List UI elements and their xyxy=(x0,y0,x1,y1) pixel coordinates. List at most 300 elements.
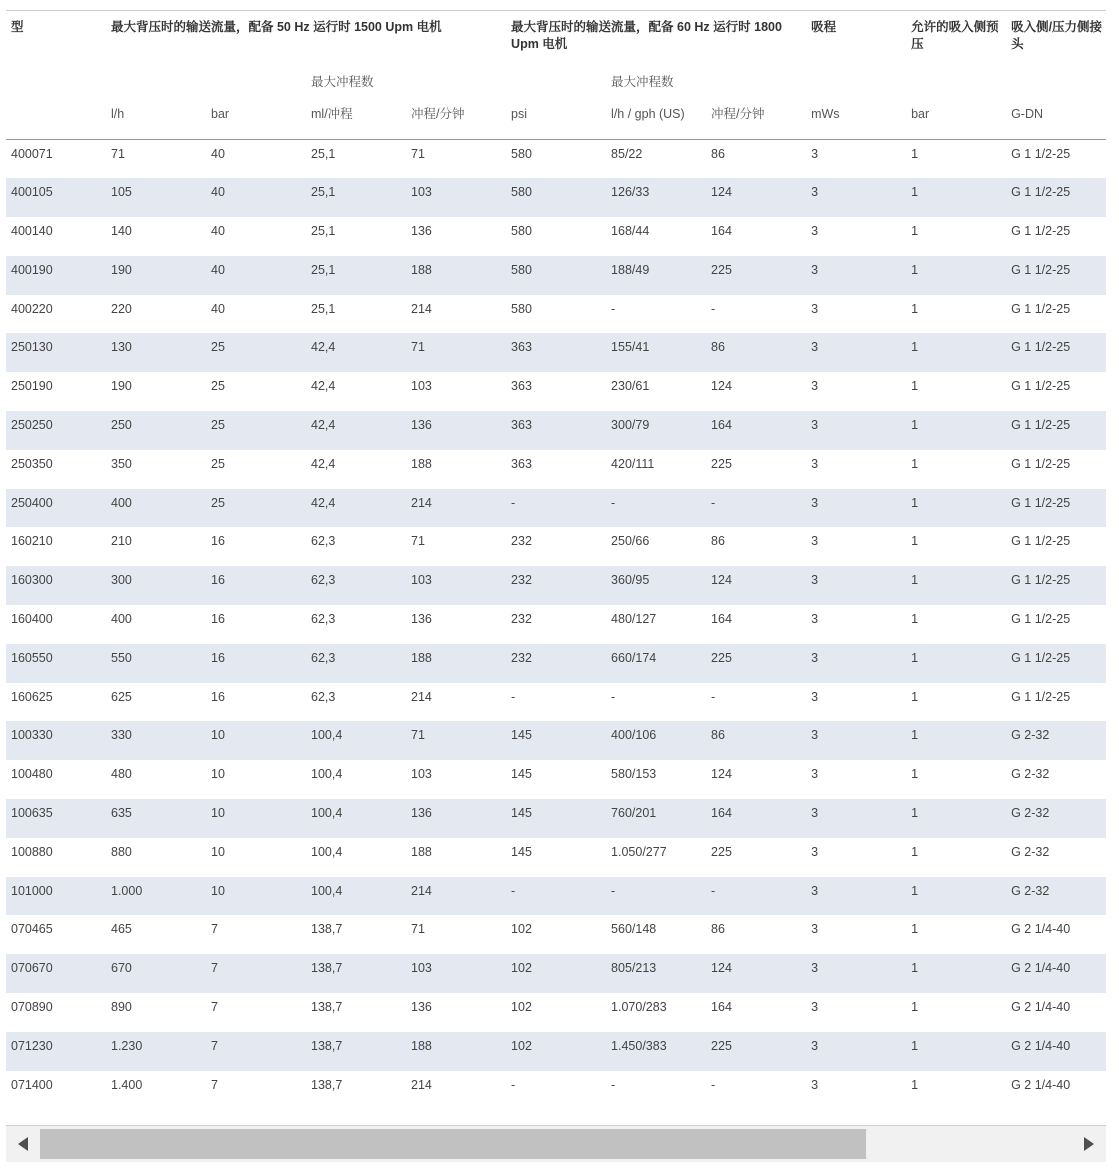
table-cell: 1 xyxy=(911,612,919,627)
table-cell: G 1 1/2-25 xyxy=(1011,301,1071,316)
table-row xyxy=(6,333,1106,372)
header-suction-lift: 吸程 xyxy=(811,20,837,34)
table-row xyxy=(6,760,1106,799)
header-60hz-group: 最大背压时的输送流量，配备 60 Hz 运行时 1800 Upm 电机 xyxy=(511,20,782,51)
table-cell: 86 xyxy=(706,721,806,760)
table-cell: 225 xyxy=(706,1032,806,1071)
table-cell: 300 xyxy=(106,566,206,605)
table-cell: 101000 xyxy=(6,877,106,916)
table-cell: 1.050/277 xyxy=(611,844,667,859)
unit-cell: l/h xyxy=(111,107,125,121)
table-cell: 225 xyxy=(711,844,732,859)
table-cell: 138,7 xyxy=(311,922,343,937)
table-cell: 580 xyxy=(506,178,606,217)
table-cell: 25,1 xyxy=(306,256,406,295)
table-cell: 3 xyxy=(806,489,906,528)
table-cell: 140 xyxy=(111,224,132,239)
table-cell: 160210 xyxy=(11,534,53,549)
table-cell: 16 xyxy=(206,644,306,683)
table-row xyxy=(6,605,1106,644)
table-cell: G 2 1/4-40 xyxy=(1011,922,1071,937)
header-row2-cell xyxy=(806,74,906,106)
table-cell: 580 xyxy=(506,256,606,295)
table-cell: 3 xyxy=(806,954,906,993)
table-cell: 3 xyxy=(806,644,906,683)
table-cell: 164 xyxy=(706,799,806,838)
table-cell: G 1 1/2-25 xyxy=(1006,566,1106,605)
table-cell: 7 xyxy=(211,1077,218,1092)
unit-cell: ml/冲程 xyxy=(311,107,353,121)
table-cell: 188 xyxy=(411,456,432,471)
table-row xyxy=(6,372,1106,411)
table-cell: 214 xyxy=(411,301,432,316)
table-cell: 100,4 xyxy=(306,799,406,838)
header-type: 型 xyxy=(11,20,24,34)
table-cell: 3 xyxy=(806,411,906,450)
table-cell: 10 xyxy=(206,721,306,760)
table-row xyxy=(6,915,1106,954)
table-cell: 232 xyxy=(511,534,532,549)
table-cell: 1 xyxy=(906,333,1006,372)
table-cell: 86 xyxy=(711,922,725,937)
table-cell: 103 xyxy=(406,954,506,993)
table-cell: 85/22 xyxy=(611,147,643,161)
table-cell: 100,4 xyxy=(306,877,406,916)
table-cell: 16 xyxy=(211,612,225,627)
table-cell: - xyxy=(606,489,706,528)
table-cell: 480 xyxy=(111,767,132,782)
table-cell: 102 xyxy=(511,1000,532,1015)
table-cell: 124 xyxy=(711,379,732,394)
table-cell: 3 xyxy=(806,1032,906,1071)
table-cell: 25 xyxy=(206,489,306,528)
table-cell: 214 xyxy=(411,1077,432,1092)
header-row-2 xyxy=(6,74,1106,106)
table-cell: 71 xyxy=(411,922,425,937)
table-cell: 145 xyxy=(511,767,532,782)
table-cell: 1 xyxy=(911,147,919,161)
table-row xyxy=(6,1071,1106,1110)
table-cell: 225 xyxy=(706,644,806,683)
table-cell: 250400 xyxy=(6,489,106,528)
table-cell: 62,3 xyxy=(311,612,336,627)
table-cell: 400 xyxy=(106,489,206,528)
table-row xyxy=(6,256,1106,295)
table-cell: 190 xyxy=(111,379,132,394)
table-cell: 103 xyxy=(406,178,506,217)
table-cell: 62,3 xyxy=(311,689,336,704)
table-cell: 3 xyxy=(806,566,906,605)
header-row2-cell xyxy=(106,74,206,106)
table-cell: 138,7 xyxy=(311,1000,343,1015)
table-cell: 1 xyxy=(911,1000,919,1015)
table-cell: 40 xyxy=(206,256,306,295)
table-cell: G 1 1/2-25 xyxy=(1006,489,1106,528)
unit-cell xyxy=(6,106,106,140)
table-cell: 25,1 xyxy=(311,147,336,161)
table-cell: 3 xyxy=(811,1077,819,1092)
scrollbar-thumb[interactable] xyxy=(40,1129,866,1159)
table-cell: G 2 1/4-40 xyxy=(1006,954,1106,993)
table-cell: 300/79 xyxy=(606,411,706,450)
table-cell: 42,4 xyxy=(306,333,406,372)
table-row xyxy=(6,1032,1106,1071)
table-cell: 3 xyxy=(811,456,819,471)
table-cell: 71 xyxy=(411,534,425,549)
table-cell: G 2 1/4-40 xyxy=(1006,1032,1106,1071)
table-cell: 1 xyxy=(911,922,919,937)
triangle-right-icon xyxy=(1083,1137,1095,1151)
table-cell: G 1 1/2-25 xyxy=(1011,689,1071,704)
table-cell: 86 xyxy=(711,147,725,161)
table-cell: 400071 xyxy=(11,147,53,161)
table-cell: 136 xyxy=(406,799,506,838)
table-cell: G 1 1/2-25 xyxy=(1011,224,1071,239)
table-cell: 62,3 xyxy=(306,566,406,605)
table-cell: 400190 xyxy=(6,256,106,295)
table-cell: 100,4 xyxy=(311,844,343,859)
table-cell: 71 xyxy=(111,147,125,161)
table-cell: - xyxy=(706,877,806,916)
table-cell: 160550 xyxy=(6,644,106,683)
header-row2-cell xyxy=(406,74,506,106)
table-row xyxy=(6,527,1106,566)
table-cell: 3 xyxy=(806,256,906,295)
table-cell: - xyxy=(711,689,716,704)
scroll-right-button[interactable] xyxy=(1072,1126,1106,1162)
table-cell: G 1 1/2-25 xyxy=(1006,411,1106,450)
table-cell: 102 xyxy=(506,954,606,993)
table-cell: 160300 xyxy=(6,566,106,605)
table-cell: 100330 xyxy=(6,721,106,760)
table-cell: 188/49 xyxy=(606,256,706,295)
table-cell: G 1 1/2-25 xyxy=(1011,534,1071,549)
table-row xyxy=(6,178,1106,217)
table-cell: 155/41 xyxy=(606,333,706,372)
table-row xyxy=(6,644,1106,683)
header-row-units xyxy=(6,106,1106,140)
table-cell: G 2-32 xyxy=(1006,799,1106,838)
table-cell: 1 xyxy=(906,799,1006,838)
table-cell: 890 xyxy=(111,1000,132,1015)
table-cell: 225 xyxy=(711,456,732,471)
table-cell: 100880 xyxy=(11,844,53,859)
table-cell: 880 xyxy=(111,844,132,859)
table-cell: 1 xyxy=(906,256,1006,295)
table-cell: 070670 xyxy=(6,954,106,993)
table-cell: 102 xyxy=(511,922,532,937)
table-cell: 86 xyxy=(706,333,806,372)
table-cell: 3 xyxy=(811,922,819,937)
table-cell: 25 xyxy=(206,411,306,450)
table-cell: 3 xyxy=(811,379,819,394)
table-cell: 100,4 xyxy=(311,767,343,782)
table-cell: 103 xyxy=(406,566,506,605)
table-cell: 480/127 xyxy=(611,612,657,627)
table-row xyxy=(6,217,1106,256)
table-cell: 25,1 xyxy=(306,178,406,217)
table-cell: 400140 xyxy=(11,224,53,239)
header-row-1 xyxy=(6,11,1106,74)
table-cell: 188 xyxy=(406,1032,506,1071)
table-cell: 7 xyxy=(206,954,306,993)
table-body xyxy=(6,140,1106,1110)
table-cell: 62,3 xyxy=(306,644,406,683)
table-cell: 1.450/383 xyxy=(606,1032,706,1071)
table-cell: 25,1 xyxy=(311,224,336,239)
scroll-left-button[interactable] xyxy=(6,1126,40,1162)
table-cell: 190 xyxy=(106,256,206,295)
table-cell: 71 xyxy=(406,721,506,760)
table-cell: 560/148 xyxy=(611,922,657,937)
triangle-left-icon xyxy=(17,1137,29,1151)
table-cell: 42,4 xyxy=(306,489,406,528)
table-cell: G 1 1/2-25 xyxy=(1006,256,1106,295)
table-cell: 40 xyxy=(211,224,225,239)
table-cell: 625 xyxy=(111,689,132,704)
table-row xyxy=(6,295,1106,334)
table-cell: 124 xyxy=(706,954,806,993)
table-cell: 86 xyxy=(711,534,725,549)
table-cell: 188 xyxy=(406,256,506,295)
table-cell: 232 xyxy=(506,644,606,683)
unit-cell: mWs xyxy=(811,107,840,121)
table-cell: G 1 1/2-25 xyxy=(1006,333,1106,372)
table-cell: 102 xyxy=(506,1032,606,1071)
table-cell: 1.400 xyxy=(111,1077,143,1092)
table-row xyxy=(6,140,1106,179)
table-cell: 16 xyxy=(211,534,225,549)
table-cell: G 1 1/2-25 xyxy=(1011,147,1071,161)
table-cell: 3 xyxy=(811,147,819,161)
table-cell: G 1 1/2-25 xyxy=(1011,456,1071,471)
header-row2-cell: 最大冲程数 xyxy=(611,75,674,89)
table-cell: 1.000 xyxy=(106,877,206,916)
table-cell: 3 xyxy=(811,301,819,316)
unit-cell: l/h / gph (US) xyxy=(611,107,685,121)
table-cell: - xyxy=(611,301,616,316)
header-row2-cell xyxy=(1006,74,1106,106)
table-cell: 103 xyxy=(411,379,432,394)
table-cell: 363 xyxy=(511,379,532,394)
table-cell: 164 xyxy=(706,411,806,450)
table-cell: 250250 xyxy=(6,411,106,450)
table-cell: 3 xyxy=(806,799,906,838)
header-row2-cell: 最大冲程数 xyxy=(311,75,374,89)
table-cell: 7 xyxy=(211,1000,218,1015)
table-cell: 660/174 xyxy=(606,644,706,683)
table-cell: G 2 1/4-40 xyxy=(1011,1000,1071,1015)
table-cell: 1 xyxy=(911,456,919,471)
horizontal-scrollbar[interactable] xyxy=(6,1125,1106,1162)
table-cell: 16 xyxy=(211,689,225,704)
table-cell: 10 xyxy=(206,877,306,916)
table-cell: 136 xyxy=(411,1000,432,1015)
table-cell: 635 xyxy=(106,799,206,838)
table-cell: G 2-32 xyxy=(1011,767,1050,782)
table-cell: 250 xyxy=(106,411,206,450)
table-cell: 145 xyxy=(506,799,606,838)
header-row2-cell xyxy=(706,74,806,106)
table-cell: 071400 xyxy=(11,1077,53,1092)
table-cell: 1 xyxy=(911,689,919,704)
table-cell: 465 xyxy=(111,922,132,937)
table-cell: 10 xyxy=(211,844,225,859)
table-cell: 363 xyxy=(506,411,606,450)
table-cell: 3 xyxy=(811,612,819,627)
table-cell: 1.070/283 xyxy=(611,1000,667,1015)
table-row xyxy=(6,683,1106,722)
table-row xyxy=(6,411,1106,450)
table-cell: - xyxy=(611,1077,616,1092)
table-cell: 25 xyxy=(206,333,306,372)
table-row xyxy=(6,799,1106,838)
table-cell: 1 xyxy=(911,767,919,782)
table-cell: 168/44 xyxy=(611,224,650,239)
table-cell: 124 xyxy=(706,566,806,605)
table-cell: 145 xyxy=(511,844,532,859)
table-cell: 188 xyxy=(406,644,506,683)
table-cell: 1 xyxy=(906,954,1006,993)
table-cell: 214 xyxy=(411,689,432,704)
table-cell: 070890 xyxy=(11,1000,53,1015)
table-cell: 250190 xyxy=(11,379,53,394)
table-cell: - xyxy=(711,1077,716,1092)
table-cell: 360/95 xyxy=(606,566,706,605)
table-cell: 400105 xyxy=(6,178,106,217)
table-cell: 164 xyxy=(711,1000,732,1015)
table-cell: G 2-32 xyxy=(1006,721,1106,760)
table-cell: 232 xyxy=(506,566,606,605)
table-cell: 100480 xyxy=(11,767,53,782)
table-cell: G 1 1/2-25 xyxy=(1011,379,1071,394)
table-cell: 3 xyxy=(811,689,819,704)
table-cell: 1 xyxy=(911,301,919,316)
table-cell: 136 xyxy=(406,411,506,450)
table-cell: G 1 1/2-25 xyxy=(1011,612,1071,627)
table-cell: 220 xyxy=(111,301,132,316)
table-cell: - xyxy=(711,301,716,316)
header-suction-pressure: 允许的吸入侧预压 xyxy=(911,20,999,51)
table-row xyxy=(6,566,1106,605)
table-cell: 164 xyxy=(711,224,732,239)
table-row xyxy=(6,954,1106,993)
table-cell: 42,4 xyxy=(311,456,336,471)
table-cell: 160625 xyxy=(11,689,53,704)
table-cell: 580 xyxy=(511,301,532,316)
header-row2-cell xyxy=(906,74,1006,106)
table-cell: 3 xyxy=(806,333,906,372)
table-cell: 580 xyxy=(511,147,532,161)
table-cell: 25,1 xyxy=(311,301,336,316)
header-50hz-group: 最大背压时的输送流量，配备 50 Hz 运行时 1500 Upm 电机 xyxy=(111,20,442,34)
table-cell: 760/201 xyxy=(606,799,706,838)
table-cell: 1 xyxy=(906,411,1006,450)
table-row xyxy=(6,993,1106,1032)
table-cell: 3 xyxy=(806,178,906,217)
table-cell: 670 xyxy=(106,954,206,993)
table-cell: 1 xyxy=(906,644,1006,683)
table-cell: 40 xyxy=(206,178,306,217)
table-cell: 350 xyxy=(111,456,132,471)
table-cell: 070465 xyxy=(11,922,53,937)
table-cell: 1 xyxy=(911,224,919,239)
header-row2-cell xyxy=(206,74,306,106)
table-cell: 1 xyxy=(911,1077,919,1092)
table-cell: 3 xyxy=(811,1000,819,1015)
table-cell: 105 xyxy=(106,178,206,217)
table-cell: - xyxy=(511,1077,516,1092)
table-cell: 214 xyxy=(406,489,506,528)
table-cell: 400 xyxy=(111,612,132,627)
table-cell: 7 xyxy=(211,922,218,937)
table-cell: 126/33 xyxy=(606,178,706,217)
table-row xyxy=(6,877,1106,916)
table-cell: 250130 xyxy=(6,333,106,372)
table-cell: 210 xyxy=(111,534,132,549)
table-cell: 400/106 xyxy=(606,721,706,760)
table-cell: 805/213 xyxy=(606,954,706,993)
table-cell: 230/61 xyxy=(611,379,650,394)
unit-cell: 冲程/分钟 xyxy=(711,107,765,121)
header-row2-cell xyxy=(6,74,106,106)
table-cell: 1 xyxy=(906,1032,1006,1071)
table-cell: 100,4 xyxy=(306,721,406,760)
table-cell: 138,7 xyxy=(311,1077,343,1092)
table-cell: 138,7 xyxy=(306,1032,406,1071)
table-cell: 103 xyxy=(411,767,432,782)
table-cell: 124 xyxy=(711,767,732,782)
pump-spec-table xyxy=(6,11,1106,1109)
table-cell: 16 xyxy=(206,566,306,605)
table-cell: - xyxy=(606,877,706,916)
table-cell: 40 xyxy=(211,301,225,316)
table-cell: G 2 1/4-40 xyxy=(1011,1077,1071,1092)
unit-cell: psi xyxy=(511,107,528,121)
table-cell: 232 xyxy=(511,612,532,627)
table-cell: 363 xyxy=(511,456,532,471)
table-cell: 400220 xyxy=(11,301,53,316)
table-cell: 40 xyxy=(211,147,225,161)
table-cell: 130 xyxy=(106,333,206,372)
table-cell: 250350 xyxy=(11,456,53,471)
table-cell: 420/111 xyxy=(611,456,655,471)
table-cell: 138,7 xyxy=(306,954,406,993)
table-cell: G 2-32 xyxy=(1006,877,1106,916)
table-header xyxy=(6,11,1106,140)
table-cell: 1 xyxy=(911,534,919,549)
header-connection: 吸入侧/压力侧接头 xyxy=(1011,20,1103,51)
table-cell: 100635 xyxy=(6,799,106,838)
table-cell: 1 xyxy=(906,489,1006,528)
table-row xyxy=(6,721,1106,760)
table-cell: 1 xyxy=(906,566,1006,605)
table-cell: 3 xyxy=(811,767,819,782)
table-cell: - xyxy=(506,877,606,916)
table-cell: 25 xyxy=(211,379,225,394)
table-cell: 1 xyxy=(911,844,919,859)
table-cell: 330 xyxy=(106,721,206,760)
table-cell: 580 xyxy=(511,224,532,239)
table-cell: 1.230 xyxy=(106,1032,206,1071)
header-row2-cell xyxy=(506,74,606,106)
table-cell: 1 xyxy=(906,721,1006,760)
table-cell: 10 xyxy=(206,799,306,838)
table-cell: 7 xyxy=(206,1032,306,1071)
table-cell: 1 xyxy=(906,877,1006,916)
unit-cell: G-DN xyxy=(1011,107,1044,121)
table-cell: 3 xyxy=(806,877,906,916)
